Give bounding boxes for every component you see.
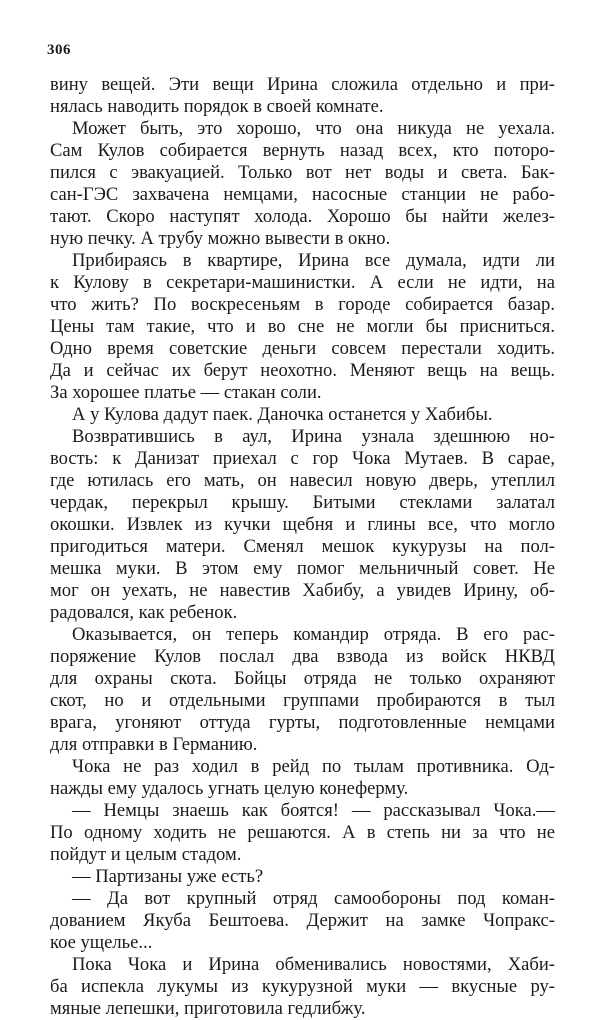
text-line: мог он уехать, не навестив Хабибу, а увидев Ирину, об-: [50, 580, 555, 601]
text-line: По одному ходить не решаются. А в степь ни за что не: [50, 822, 555, 843]
text-line: — Немцы знаешь как боятся! — рассказывал Чока.—: [72, 800, 555, 821]
text-line: поряжение Кулов послал два взвода из войск НКВД: [50, 646, 555, 667]
text-line: что жить? По воскресеньям в городе собирается базар.: [50, 294, 555, 315]
text-line: окошки. Извлек из кучки щебня и глины все, что могло: [50, 514, 555, 535]
text-line: — Партизаны уже есть?: [72, 866, 264, 887]
text-line: вину вещей. Эти вещи Ирина сложила отдельно и при-: [50, 74, 555, 95]
text-line: радовался, как ребенок.: [50, 602, 238, 623]
text-line: Прибираясь в квартире, Ирина все думала, идти ли: [72, 250, 555, 271]
text-line: нялась наводить порядок в своей комнате.: [50, 96, 384, 117]
text-line: к Кулову в секретари-машинистки. А если не идти, на: [50, 272, 555, 293]
text-line: Чока не раз ходил в рейд по тылам противника. Од-: [72, 756, 555, 777]
text-line: Пока Чока и Ирина обменивались новостями, Хаби-: [72, 954, 555, 975]
text-line: мяные лепешки, приготовила гедлибжу.: [50, 998, 366, 1019]
text-line: для охраны скота. Бойцы отряда не только охраняют: [50, 668, 555, 689]
text-line: За хорошее платье — стакан соли.: [50, 382, 322, 403]
page-number: 306: [47, 42, 71, 58]
text-line: ба испекла лукумы из кукурузной муки — вкусные ру-: [50, 976, 555, 997]
text-line: ную печку. А трубу можно вывести в окно.: [50, 228, 391, 249]
text-line: мешка муки. В этом ему помог мельничный совет. Не: [50, 558, 555, 579]
text-line: Оказывается, он теперь командир отряда. В его рас-: [72, 624, 555, 645]
text-line: Может быть, это хорошо, что она никуда не уехала.: [72, 118, 555, 139]
body-text: [50, 74, 555, 1020]
text-line: Сам Кулов собирается вернуть назад всех, кто потoро-: [50, 140, 555, 161]
text-line: кое ущелье...: [50, 932, 153, 953]
text-line: дованием Якуба Бештоева. Держит на замке Чопракс-: [50, 910, 555, 931]
text-line: Цены там такие, что и во сне не могли бы присниться.: [50, 316, 555, 337]
text-line: тают. Скоро наступят холода. Хорошо бы найти желез-: [50, 206, 555, 227]
text-line: пригодиться матери. Сменял мешок кукурузы на пол-: [50, 536, 555, 557]
text-line: пойдут и целым стадом.: [50, 844, 242, 865]
text-line: нажды ему удалось угнать целую конеферму.: [50, 778, 409, 799]
text-line: для отправки в Германию.: [50, 734, 258, 755]
text-line: сан-ГЭС захвачена немцами, насосные станции не рабо-: [50, 184, 555, 205]
text-line: — Да вот крупный отряд самообороны под коман-: [72, 888, 555, 909]
text-line: скот, но и отдельными группами пробираются в тыл: [50, 690, 555, 711]
text-line: вость: к Данизат приехал с гор Чока Мутаев. В сарае,: [50, 448, 555, 469]
text-line: чердак, перекрыл крышу. Битыми стеклами залатал: [50, 492, 555, 513]
text-line: где ютилась его мать, он навесил новую дверь, утеплил: [50, 470, 555, 491]
text-line: врага, угоняют оттуда гурты, подготовленные немцами: [50, 712, 555, 733]
text-line: Возвратившись в аул, Ирина узнала здешнюю но-: [72, 426, 555, 447]
text-line: Одно время советские деньги совсем перестали ходить.: [50, 338, 555, 359]
text-line: пился с эвакуацией. Только вот нет воды и света. Бак-: [50, 162, 555, 183]
text-line: А у Кулова дадут паек. Даночка останется у Хабибы.: [72, 404, 493, 425]
text-line: Да и сейчас их берут неохотно. Меняют вещь на вещь.: [50, 360, 555, 381]
